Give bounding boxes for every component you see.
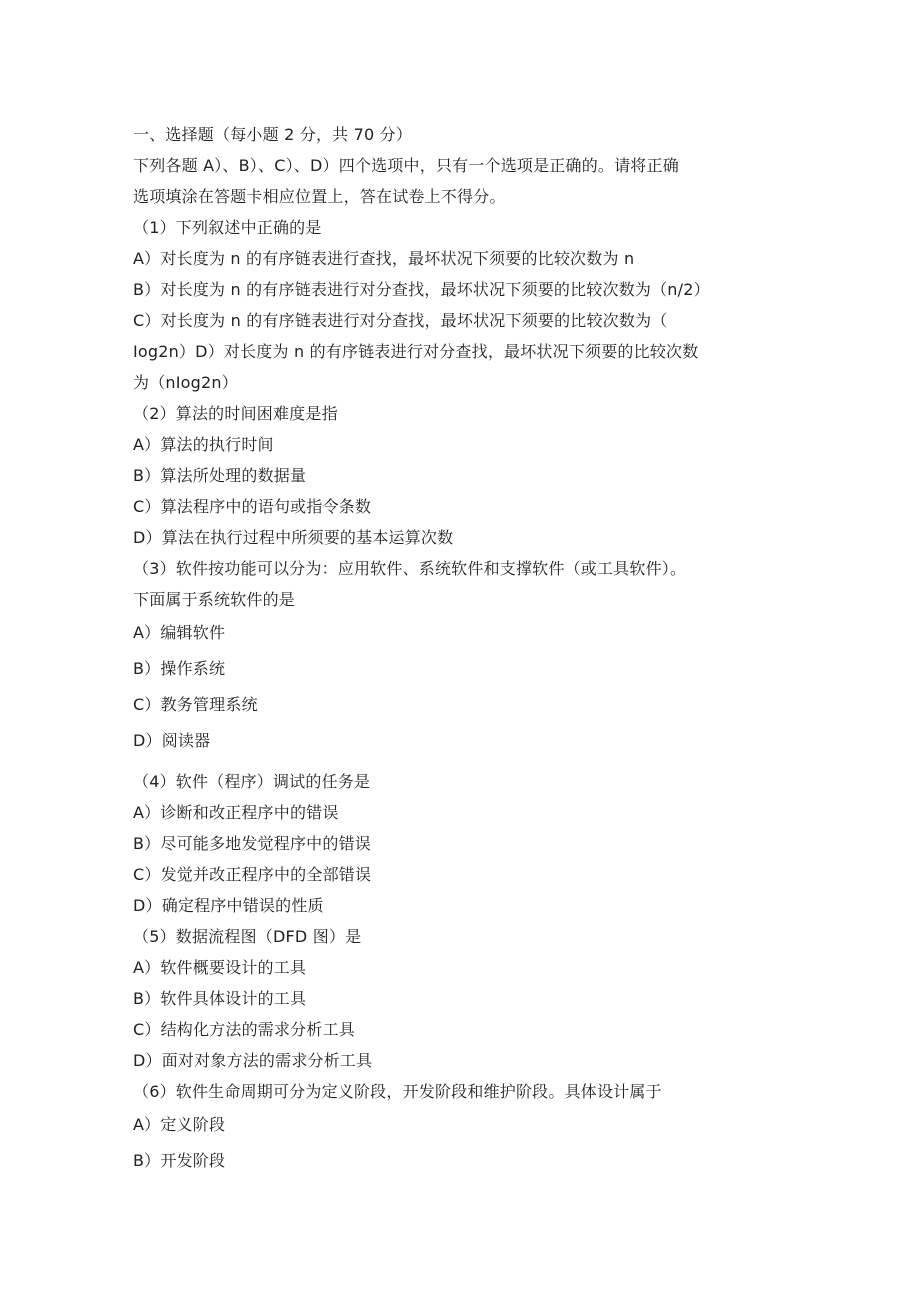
question-6-stem: （6）软件生命周期可分为定义阶段，开发阶段和维护阶段。具体设计属于 — [133, 1082, 662, 1101]
question-2-stem: （2）算法的时间困难度是指 — [133, 404, 338, 423]
question-4-option-b: B）尽可能多地发觉程序中的错误 — [133, 834, 371, 853]
question-5-option-b: B）软件具体设计的工具 — [133, 989, 307, 1008]
question-2-option-c: C）算法程序中的语句或指令条数 — [133, 497, 372, 516]
question-4-option-c: C）发觉并改正程序中的全部错误 — [133, 865, 372, 884]
question-5-option-c: C）结构化方法的需求分析工具 — [133, 1020, 355, 1039]
question-1-option-a: A）对长度为 n 的有序链表进行查找，最坏状况下须要的比较次数为 n — [133, 249, 635, 268]
question-1-option-c: C）对长度为 n 的有序链表进行对分查找，最坏状况下须要的比较次数为（ — [133, 311, 668, 330]
question-2-option-d: D）算法在执行过程中所须要的基本运算次数 — [133, 528, 454, 547]
question-4-stem: （4）软件（程序）调试的任务是 — [133, 772, 371, 791]
question-3-option-c: C）教务管理系统 — [133, 695, 258, 714]
question-1-option-d-end: 为（nIog2n） — [133, 373, 238, 392]
question-2-option-a: A）算法的执行时间 — [133, 435, 274, 454]
question-6-option-a: A）定义阶段 — [133, 1115, 226, 1134]
question-1-option-b: B）对长度为 n 的有序链表进行对分查找，最坏状况下须要的比较次数为（n/2） — [133, 280, 710, 299]
question-2-option-b: B）算法所处理的数据量 — [133, 466, 307, 485]
question-5-stem: （5）数据流程图（DFD 图）是 — [133, 927, 362, 946]
question-4-option-a: A）诊断和改正程序中的错误 — [133, 803, 339, 822]
question-3-option-d: D）阅读器 — [133, 731, 211, 750]
question-3-option-a: A）编辑软件 — [133, 623, 226, 642]
question-3-option-b: B）操作系统 — [133, 659, 226, 678]
document-page — [133, 0, 793, 1301]
question-3-stem-line-2: 下面属于系统软件的是 — [133, 590, 296, 609]
question-5-option-d: D）面对对象方法的需求分析工具 — [133, 1051, 373, 1070]
question-6-option-b: B）开发阶段 — [133, 1151, 226, 1170]
question-5-option-a: A）软件概要设计的工具 — [133, 958, 307, 977]
question-1-stem: （1）下列叙述中正确的是 — [133, 218, 322, 237]
instructions-line-2: 选项填涂在答题卡相应位置上，答在试卷上不得分。 — [133, 187, 506, 206]
question-3-stem-line-1: （3）软件按功能可以分为：应用软件、系统软件和支撑软件（或工具软件）。 — [133, 559, 687, 578]
section-title: 一、选择题（每小题 2 分，共 70 分） — [133, 125, 413, 144]
instructions-line-1: 下列各题 A）、B）、C）、D）四个选项中，只有一个选项是正确的。请将正确 — [133, 156, 679, 175]
question-4-option-d: D）确定程序中错误的性质 — [133, 896, 324, 915]
question-1-option-c-d: Iog2n）D）对长度为 n 的有序链表进行对分查找，最坏状况下须要的比较次数 — [133, 342, 699, 361]
